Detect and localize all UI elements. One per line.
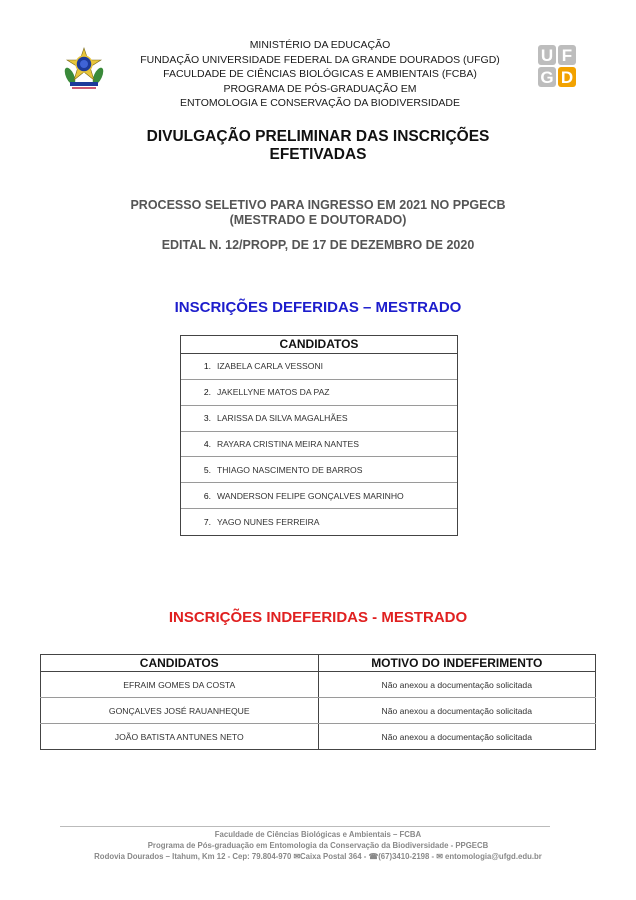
table-row (181, 457, 457, 483)
table-row (41, 724, 596, 750)
logo-letter-f: F (561, 46, 573, 65)
candidate-name: IZABELA CARLA VESSONI (217, 361, 324, 372)
document-title (60, 128, 576, 164)
deferidas-heading: INSCRIÇÕES DEFERIDAS – MESTRADO (174, 299, 462, 316)
row-number: 2. (203, 387, 211, 398)
process-line: PROCESSO SELETIVO PARA INGRESSO EM 2021 NO PPGECB (130, 198, 506, 212)
footer-line: Rodovia Dourados – Itahum, Km 12 - Cep: 79.804-970 ✉Caixa Postal 364 - ☎(67)3410-2198 - ✉ entomologia@ufgd.edu.br (94, 852, 542, 861)
footer-divider (60, 826, 550, 827)
footer-line: Faculdade de Ciências Biológicas e Ambientais – FCBA (214, 830, 422, 839)
candidate-name: RAYARA CRISTINA MEIRA NANTES (217, 438, 359, 449)
candidates-column-header: CANDIDATOS (41, 655, 319, 672)
candidate-name: YAGO NUNES FERREIRA (217, 516, 320, 527)
header-line: ENTOMOLOGIA E CONSERVAÇÃO DA BIODIVERSIDADE (179, 97, 461, 109)
process-subtitle (80, 198, 556, 227)
ufgd-logo (537, 44, 577, 88)
table-row (181, 432, 457, 458)
row-number: 7. (203, 516, 211, 527)
rejection-reason: Não anexou a documentação solicitada (318, 672, 596, 698)
candidate-name: JAKELLYNE MATOS DA PAZ (217, 387, 330, 398)
reason-column-header: MOTIVO DO INDEFERIMENTO (318, 655, 596, 672)
table-row (41, 698, 596, 724)
deferidas-table (180, 335, 458, 536)
row-number: 4. (203, 438, 211, 449)
logo-letter-g: G (540, 68, 554, 87)
header-line: MINISTÉRIO DA EDUCAÇÃO (249, 39, 391, 51)
rejection-reason: Não anexou a documentação solicitada (318, 698, 596, 724)
indeferidas-table (40, 654, 596, 750)
process-line: (MESTRADO E DOUTORADO) (229, 212, 407, 227)
title-line: DIVULGAÇÃO PRELIMINAR DAS INSCRIÇÕES (146, 128, 490, 145)
table-row (181, 406, 457, 432)
footer-line: Programa de Pós-graduação em Entomologia da Conservação da Biodiversidade - PPGECB (147, 841, 489, 850)
row-number: 1. (203, 361, 211, 372)
institution-header (110, 38, 530, 111)
table-row (181, 354, 457, 380)
edital-reference: EDITAL N. 12/PROPP, DE 17 DE DEZEMBRO DE 2020 (161, 238, 475, 252)
row-number: 3. (203, 413, 211, 424)
logo-letter-u: U (540, 46, 554, 65)
row-number: 6. (203, 490, 211, 501)
rejection-reason: Não anexou a documentação solicitada (318, 724, 596, 750)
title-line: EFETIVADAS (269, 146, 367, 163)
deferidas-column-header: CANDIDATOS (181, 336, 457, 354)
candidate-name: GONÇALVES JOSÉ RAUANHEQUE (41, 698, 319, 724)
candidate-name: EFRAIM GOMES DA COSTA (41, 672, 319, 698)
table-row (181, 483, 457, 509)
header-line: FACULDADE DE CIÊNCIAS BIOLÓGICAS E AMBIENTAIS (FCBA) (163, 68, 477, 80)
table-row (41, 672, 596, 698)
candidate-name: WANDERSON FELIPE GONÇALVES MARINHO (217, 490, 404, 501)
header-line: FUNDAÇÃO UNIVERSIDADE FEDERAL DA GRANDE DOURADOS (UFGD) (140, 53, 500, 66)
header-line: PROGRAMA DE PÓS-GRADUAÇÃO EM (223, 82, 417, 95)
indeferidas-heading: INSCRIÇÕES INDEFERIDAS - MESTRADO (168, 609, 468, 626)
candidate-name: THIAGO NASCIMENTO DE BARROS (217, 464, 363, 475)
candidate-name: JOÃO BATISTA ANTUNES NETO (41, 724, 319, 750)
table-header-row (41, 655, 596, 672)
table-row (181, 380, 457, 406)
footer (40, 829, 596, 862)
logo-letter-d: D (560, 68, 574, 87)
table-row (181, 509, 457, 535)
candidate-name: LARISSA DA SILVA MAGALHÃES (217, 413, 348, 424)
brazil-coat-of-arms-icon (64, 46, 104, 90)
row-number: 5. (203, 464, 211, 475)
